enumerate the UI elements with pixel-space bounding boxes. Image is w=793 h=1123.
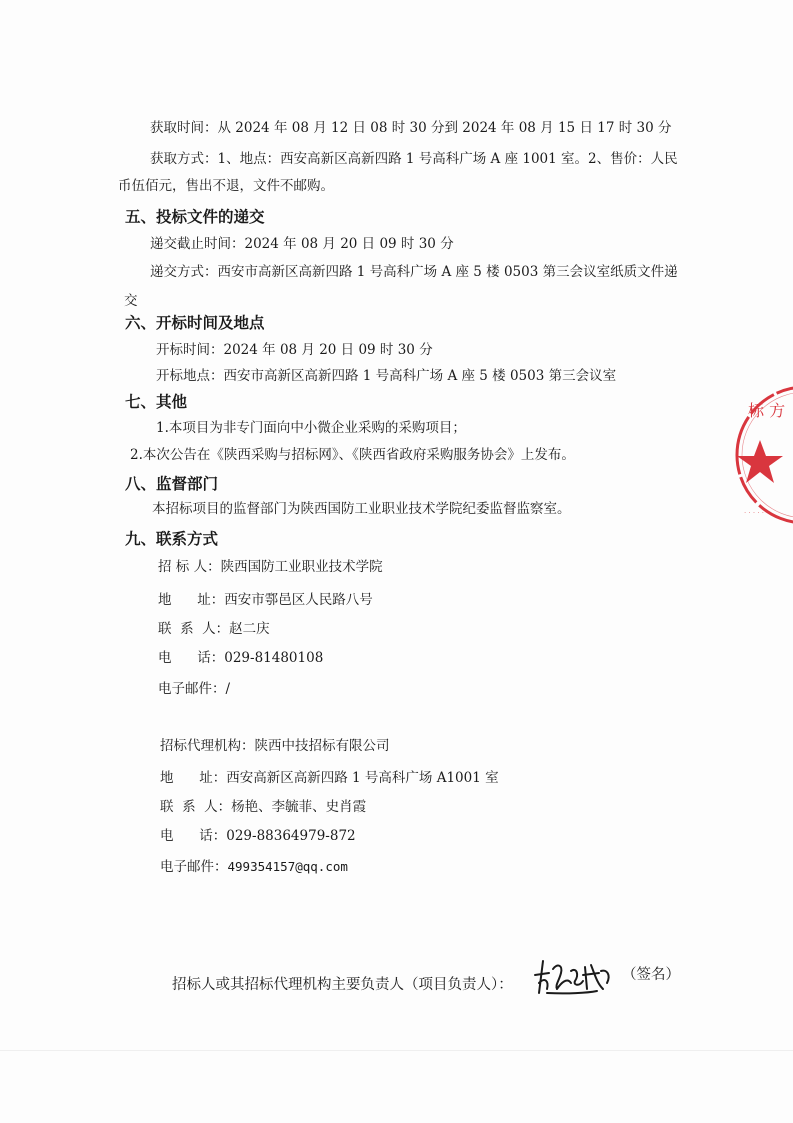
agency-email-row	[160, 858, 348, 876]
obtain-method-line2: 币伍佰元，售出不退，文件不邮购。	[118, 178, 334, 194]
section-heading-other: 七、其他	[125, 393, 188, 411]
buyer-email-label: 电子邮件：	[158, 681, 226, 697]
section-heading-submission: 五、投标文件的递交	[125, 208, 265, 226]
section-heading-contact: 九、联系方式	[125, 530, 219, 548]
section-heading-opening: 六、开标时间及地点	[125, 314, 265, 332]
signature-label: 招标人或其招标代理机构主要负责人（项目负责人）：	[172, 977, 513, 993]
official-seal	[730, 380, 793, 530]
signature-suffix: （签名）	[622, 967, 680, 983]
agency-address-value: 西安高新区高新四路 1 号高科广场 A1001 室	[226, 770, 499, 786]
agency-contact-value: 杨艳、李毓菲、史肖霞	[231, 799, 367, 815]
section-heading-supervision: 八、监督部门	[125, 475, 219, 493]
agency-email-label: 电子邮件：	[160, 859, 228, 875]
submission-method-line1: 递交方式：西安市高新区高新四路 1 号高科广场 A 座 5 楼 0503 第三会议室纸质文件递	[150, 264, 678, 280]
submission-deadline: 递交截止时间：2024 年 08 月 20 日 09 时 30 分	[150, 236, 454, 252]
svg-text:· · · · ·: · · · · ·	[744, 509, 765, 517]
submission-method-line2: 交	[124, 293, 138, 309]
buyer-email-row	[158, 680, 230, 698]
handwritten-signature	[527, 953, 622, 1002]
obtain-method-line1: 获取方式：1、地点：西安高新区高新四路 1 号高科广场 A 座 1001 室。2、售价：人民	[150, 151, 678, 167]
scan-edge-line	[0, 1050, 793, 1051]
other-item-1: 1.本项目为非专门面向中小微企业采购的采购项目；	[156, 420, 466, 436]
buyer-contact-label: 联 系 人：	[158, 621, 230, 637]
agency-contact-label: 联 系 人：	[160, 799, 232, 815]
buyer-email-value[interactable]: /	[225, 681, 231, 697]
obtain-time: 获取时间：从 2024 年 08 月 12 日 08 时 30 分到 2024 年 08 月 15 日 17 时 30 分	[150, 120, 672, 136]
agency-email-value[interactable]: 499354157@qq.com	[227, 859, 348, 874]
opening-place: 开标地点：西安市高新区高新四路 1 号高科广场 A 座 5 楼 0503 第三会议室	[156, 368, 617, 384]
buyer-name-value: 陕西国防工业职业技术学院	[220, 559, 383, 575]
agency-phone-label: 电 话：	[160, 828, 227, 844]
agency-phone-row	[160, 827, 356, 845]
buyer-name-row	[158, 558, 383, 576]
buyer-phone-value: 029-81480108	[224, 650, 324, 666]
agency-name-row	[160, 737, 390, 755]
opening-time: 开标时间：2024 年 08 月 20 日 09 时 30 分	[156, 342, 433, 358]
seal-text: 标 方	[748, 401, 786, 420]
buyer-contact-value: 赵二庆	[229, 621, 270, 637]
buyer-name-label: 招 标 人：	[158, 559, 221, 575]
buyer-address-label: 地 址：	[158, 592, 225, 608]
agency-contact-row	[160, 798, 366, 816]
agency-phone-value: 029-88364979-872	[226, 828, 356, 844]
agency-address-label: 地 址：	[160, 770, 227, 786]
buyer-phone-label: 电 话：	[158, 650, 225, 666]
buyer-address-row	[158, 591, 373, 609]
buyer-phone-row	[158, 649, 323, 667]
agency-address-row	[160, 769, 499, 787]
supervision-text: 本招标项目的监督部门为陕西国防工业职业技术学院纪委监督监察室。	[152, 501, 571, 517]
buyer-contact-row	[158, 620, 270, 638]
buyer-address-value: 西安市鄠邑区人民路八号	[224, 592, 373, 608]
agency-name-value: 陕西中技招标有限公司	[254, 738, 390, 754]
other-item-2: 2.本次公告在《陕西采购与招标网》、《陕西省政府采购服务协会》上发布。	[130, 447, 575, 463]
agency-name-label: 招标代理机构：	[160, 738, 255, 754]
